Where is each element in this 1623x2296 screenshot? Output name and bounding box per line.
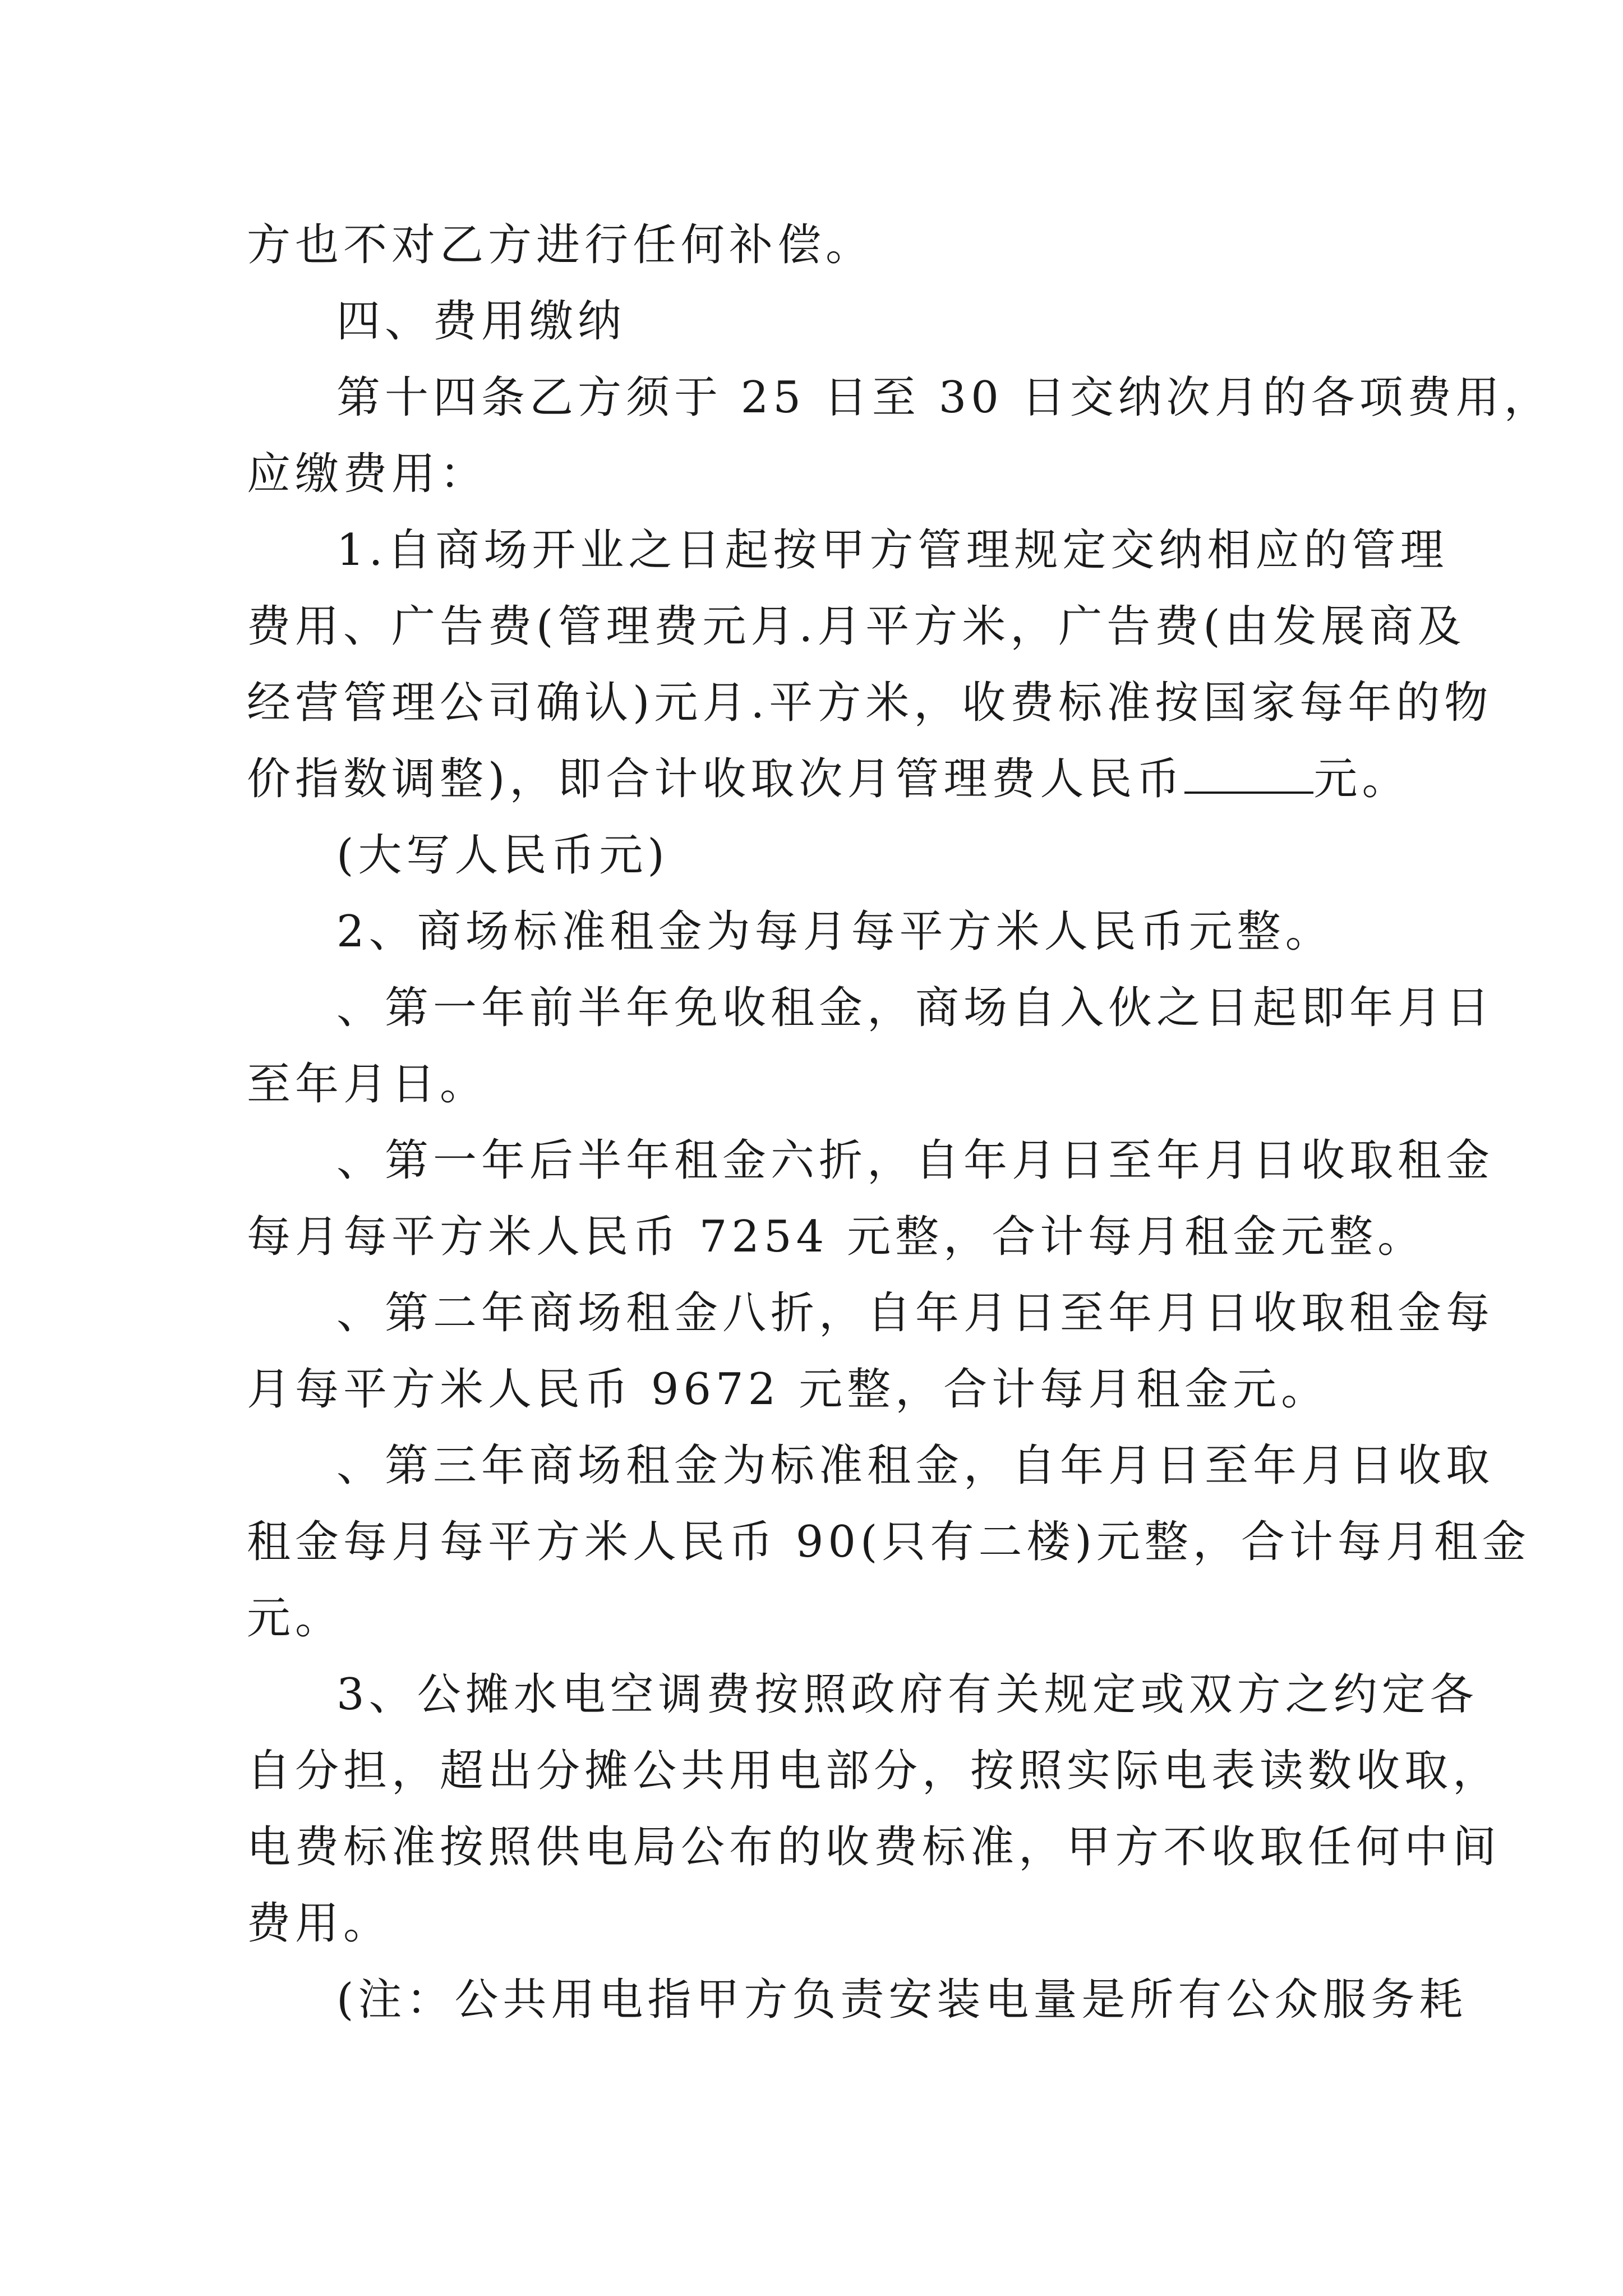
fill-in-blank: [1184, 752, 1313, 794]
text-line: 经营管理公司确认)元月.平方米，收费标准按国家每年的物: [247, 678, 1493, 728]
text-line: 第十四条乙方须于 25 日至 30 日交纳次月的各项费用，: [336, 372, 1552, 423]
text-line: 自分担，超出分摊公共用电部分，按照实际电表读数收取，: [247, 1746, 1501, 1796]
text-segment: 元。: [1313, 754, 1410, 804]
text-line: 3、公摊水电空调费按照政府有关规定或双方之约定各: [336, 1669, 1478, 1720]
text-line: 、第一年后半年租金六折，自年月日至年月日收取租金: [336, 1135, 1495, 1186]
text-line: (注：公共用电指甲方负责安装电量是所有公众服务耗: [336, 1975, 1468, 2025]
text-line: 元。: [247, 1593, 344, 1644]
text-line: 2、商场标准租金为每月每平方米人民币元整。: [336, 907, 1334, 957]
text-line: [247, 748, 1410, 810]
text-line: 电费标准按照供电局公布的收费标准，甲方不收取任何中间: [247, 1822, 1501, 1872]
text-line: 1.自商场开业之日起按甲方管理规定交纳相应的管理: [336, 525, 1449, 576]
text-segment: 价指数调整)，即合计收取次月管理费人民币: [247, 754, 1185, 804]
text-line: 、第二年商场租金八折，自年月日至年月日收取租金每: [336, 1288, 1495, 1338]
text-line: 费用、广告费(管理费元月.月平方米，广告费(由发展商及: [247, 601, 1466, 652]
section-heading: 四、费用缴纳: [336, 296, 626, 347]
text-line: 每月每平方米人民币 7254 元整，合计每月租金元整。: [247, 1212, 1426, 1262]
text-line: 租金每月每平方米人民币 90(只有二楼)元整，合计每月租金: [247, 1517, 1530, 1567]
text-line: 应缴费用：: [247, 449, 488, 499]
text-line: (大写人民币元): [336, 830, 669, 881]
text-line: 方也不对乙方进行任何补偿。: [247, 220, 874, 270]
text-line: 、第一年前半年免收租金，商场自入伙之日起即年月日: [336, 983, 1495, 1033]
text-line: 月每平方米人民币 9672 元整，合计每月租金元。: [247, 1364, 1330, 1415]
text-line: 费用。: [247, 1898, 392, 1949]
text-line: 至年月日。: [247, 1059, 488, 1110]
text-line: 、第三年商场租金为标准租金，自年月日至年月日收取: [336, 1441, 1495, 1491]
